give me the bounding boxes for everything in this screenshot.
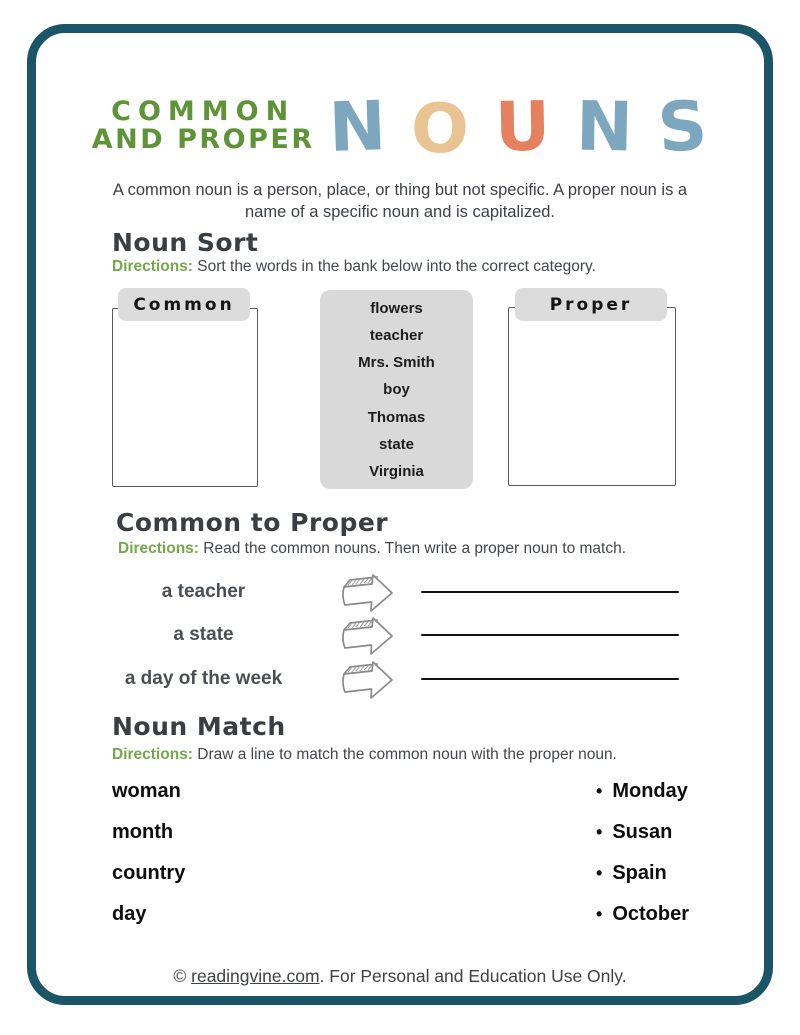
noun-sort-directions xyxy=(112,258,596,277)
match-proper-noun xyxy=(596,903,689,926)
common-noun-prompt: a state xyxy=(173,624,234,645)
arrow-right-icon xyxy=(337,570,399,614)
word-bank-item: flowers xyxy=(370,300,423,317)
match-common-noun: day xyxy=(112,903,147,925)
directions-label: Directions: xyxy=(118,540,199,557)
arrow-right-icon xyxy=(337,613,399,657)
write-line xyxy=(421,634,679,637)
nouns-letter: O xyxy=(409,88,472,171)
word-bank-item: teacher xyxy=(369,327,424,345)
bullet-icon: • xyxy=(596,904,603,924)
directions-label: Directions: xyxy=(112,746,193,763)
common-box-label: Common xyxy=(118,288,250,321)
common-to-proper-row xyxy=(112,570,692,614)
common-sort-box xyxy=(112,308,258,487)
directions-text: Read the common nouns. Then write a proper noun to match. xyxy=(198,540,627,557)
title-nouns-word xyxy=(327,86,711,171)
common-to-proper-row xyxy=(112,613,692,657)
directions-text: Sort the words in the bank below into the correct category. xyxy=(192,258,596,275)
word-bank-item: boy xyxy=(383,381,410,399)
common-to-proper-directions xyxy=(118,540,626,559)
bullet-icon: • xyxy=(596,781,603,801)
match-proper-noun-label: Monday xyxy=(612,780,688,802)
noun-sort-heading: Noun Sort xyxy=(112,228,259,257)
nouns-letter: N xyxy=(574,87,635,168)
match-proper-noun xyxy=(596,821,672,844)
word-bank xyxy=(320,290,473,489)
match-proper-noun-label: Susan xyxy=(612,821,673,843)
noun-match-heading: Noun Match xyxy=(112,712,286,741)
nouns-letter: S xyxy=(655,86,711,169)
directions-text: Draw a line to match the common noun with the proper noun. xyxy=(192,746,617,763)
match-proper-noun-label: Spain xyxy=(612,862,667,884)
directions-label: Directions: xyxy=(112,258,193,275)
worksheet-title xyxy=(0,86,800,171)
word-bank-item: Virginia xyxy=(369,462,424,480)
definition-text: A common noun is a person, place, or thing but not specific. A proper noun is a name of a specific noun and is capitalized. xyxy=(112,181,688,221)
noun-match-directions xyxy=(112,746,617,765)
word-bank-item: Mrs. Smith xyxy=(358,354,435,372)
nouns-letter: N xyxy=(327,87,388,168)
match-common-noun: month xyxy=(112,821,174,843)
common-noun-prompt: a day of the week xyxy=(124,668,283,689)
match-proper-noun xyxy=(596,862,667,885)
write-line xyxy=(421,591,679,594)
word-bank-item: Thomas xyxy=(367,408,426,426)
match-proper-noun xyxy=(596,780,688,803)
common-noun-prompt: a teacher xyxy=(161,581,246,602)
match-common-noun: woman xyxy=(112,780,181,802)
title-line2: AND PROPER xyxy=(91,124,315,156)
readingvine-link[interactable]: readingvine.com xyxy=(191,966,320,986)
bullet-icon: • xyxy=(596,863,603,883)
proper-sort-box xyxy=(508,307,676,486)
arrow-right-icon xyxy=(337,657,399,701)
match-proper-noun-label: October xyxy=(612,903,689,925)
common-to-proper-heading: Common to Proper xyxy=(116,508,389,537)
title-common-and-proper xyxy=(91,95,315,161)
nouns-letter: U xyxy=(494,87,552,168)
proper-box-label: Proper xyxy=(515,288,667,321)
title-line1: COMMON xyxy=(111,95,296,127)
bullet-icon: • xyxy=(596,822,603,842)
match-common-noun: country xyxy=(112,862,186,884)
word-bank-item: state xyxy=(378,435,415,453)
write-line xyxy=(421,678,679,681)
footer-copyright xyxy=(0,966,800,987)
footer-suffix: . For Personal and Education Use Only. xyxy=(319,966,627,986)
common-to-proper-row xyxy=(112,657,692,701)
footer-prefix: © xyxy=(173,966,192,986)
